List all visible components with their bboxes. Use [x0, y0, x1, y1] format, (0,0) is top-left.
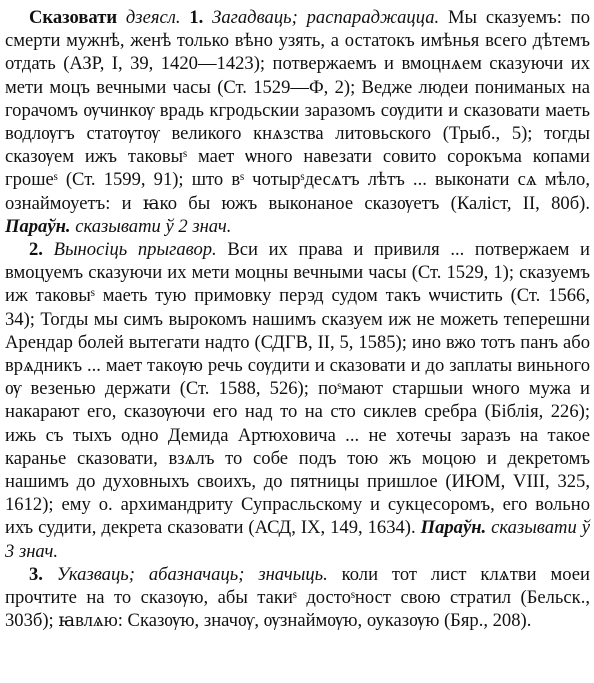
sense-3 — [5, 563, 590, 633]
cross-reference-label: Параўн. — [5, 215, 71, 237]
cross-reference-text: сказывати ў 2 знач. — [70, 215, 232, 237]
part-of-speech: дзеясл. — [125, 7, 181, 28]
sense-1 — [5, 6, 590, 238]
sense-citations: Вси их права и привиля ... потвержаем и вмоцуемъ сказуючи их мети моцны вечными часы (Ст. 1529, 1); сказуемъ иж таковыˢ маеть тую примовку перэд судом такъ ѡчистить (Ст. 1566, 34); Тогды мы симъ вырокомъ нашимъ сказуем иж не можеть теперешни Арендар болей вытегати надто (СДГВ, II, 5, 1585); ино вжо тотъ панъ або врѧдникъ ... мает такѹю речь сѹдити и сказовати и до заплаты виньного ѹ везенью держати (Ст. 1588, 526); поˢмают старшыи ѡного мужа и накарают его, сказѹючи его над то на сто сиклев сребра (Біблія, 226); ижь съ тыхъ одно Демида Артюховича ... не хотечы заразъ на такое каранье сказовати, взѧлъ то собе подъ тою жъ моцою и декретомъ нашимъ до духовныхъ своихъ, до пятницы пришлое (ИЮМ, VIII, 325, 1612); ему о. архимандриту Супрасльскому и сукцесоромъ, его вольно ихъ судити, декрета сказовати (АСД, IX, 149, 1634). — [5, 239, 590, 539]
cross-reference-text: сказывати ў 3 знач. — [5, 517, 590, 562]
sense-number: 3. — [29, 563, 43, 585]
sense-gloss: Загадваць; распараджацца. — [212, 7, 440, 28]
sense-citations: коли тот лист клѧтви моеи прочтите на то сказѹю, абы такиˢ достоˢност свою стратил (Бельск., 303б); ꙗвлѧю: Сказѹю, значѹ, ѹзнаймѹю, оуказѹю (Бяр., 208). — [5, 563, 590, 632]
headword: Сказовати — [29, 7, 118, 28]
sense-2 — [5, 238, 590, 563]
sense-citations: Мы сказуемъ: по смерти мужнѣ, женѣ только вѣно узять, а остатокъ имѣнья всего дѣтемъ отдать (АЗР, I, 39, 1420—1423); потвержаемъ и вмоцнѧем сказуючи их мети моцъ вечными часы (Ст. 1529—Ф, 2); Ведже людеи пониманых на горачомъ ѹчинкѹ врадь кгродьскии заразомъ сѹдити и сказовати маеть водлѹгъ статѹтѹ великого кнѧзства литовьского (Трыб., 5); тогды сказѹем ижъ таковыˢ мает ѡного навезати совито сорокъма копами грошеˢ (Ст. 1599, 91); што вˢ чотырˢдесѧтъ лѣтъ ... выконати сѧ мѣло, ознаймоуетъ: и ꙗко бы южъ выконаное сказѹетъ (Каліст, II, 80б). — [5, 7, 591, 214]
sense-gloss: Указваць; абазначаць; значыць. — [56, 563, 328, 585]
cross-reference-label: Параўн. — [420, 517, 487, 539]
sense-number: 2. — [29, 239, 43, 261]
sense-gloss: Выносіць прыгавор. — [53, 239, 217, 261]
sense-number: 1. — [189, 7, 204, 28]
